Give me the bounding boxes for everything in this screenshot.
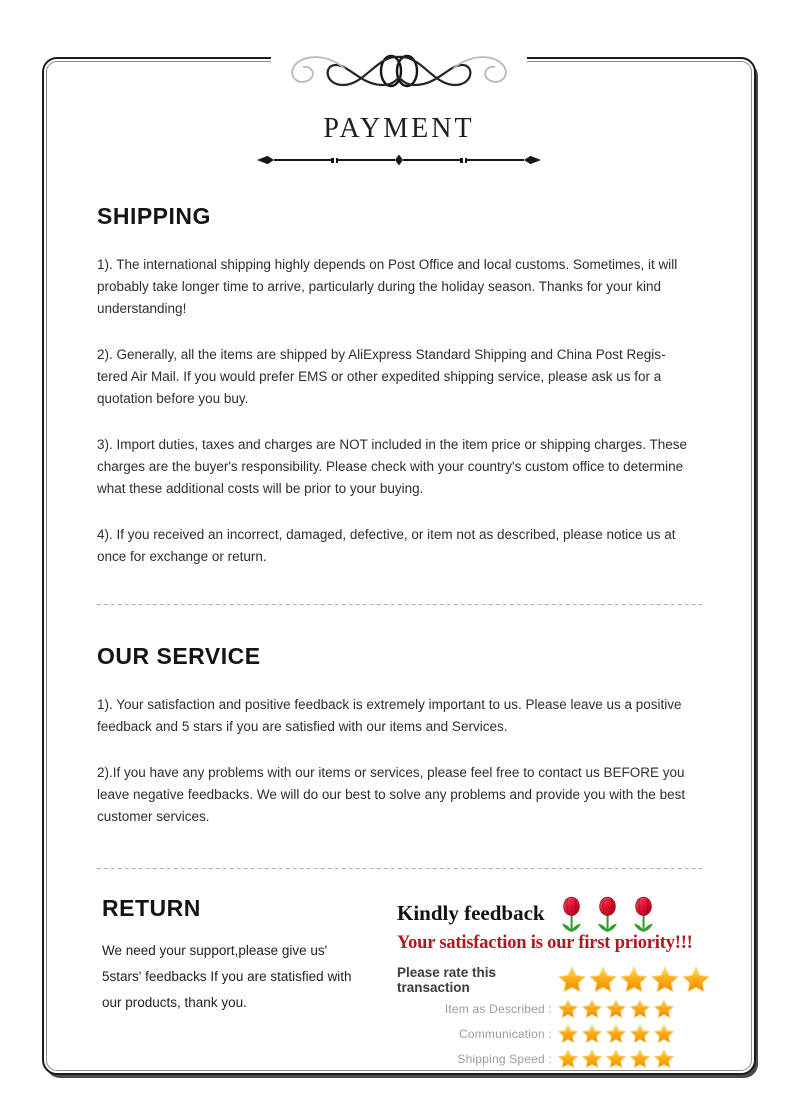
- divider-tick-pair: [331, 158, 338, 163]
- star-icon: [619, 965, 649, 995]
- star-icon: [605, 998, 627, 1020]
- star-icon: [650, 965, 680, 995]
- star-icon: [581, 1048, 603, 1070]
- rating-row-item-as-described: [397, 998, 701, 1020]
- rating-label: Communication :: [458, 1027, 552, 1041]
- rose-icon: [557, 895, 586, 937]
- shipping-heading: SHIPPING: [97, 203, 211, 229]
- star-icon: [605, 1023, 627, 1045]
- page-title: PAYMENT: [323, 113, 475, 144]
- star-icon: [557, 1048, 579, 1070]
- star-rating: [557, 998, 675, 1020]
- star-rating: [557, 1048, 675, 1070]
- section-divider: [97, 604, 703, 605]
- star-icon: [557, 965, 587, 995]
- star-icon: [605, 1048, 627, 1070]
- title-divider: [257, 154, 541, 166]
- divider-diamond-icon: [395, 155, 403, 166]
- rose-icons: [557, 895, 658, 925]
- divider-tick-pair: [460, 158, 467, 163]
- rating-label: Shipping Speed :: [457, 1052, 552, 1066]
- overall-rating-row: [397, 965, 701, 995]
- bottom-section: [97, 895, 701, 1070]
- overall-star-rating: [557, 965, 711, 995]
- star-icon: [581, 998, 603, 1020]
- star-icon: [681, 965, 711, 995]
- star-icon: [629, 1048, 651, 1070]
- star-icon: [653, 1023, 675, 1045]
- divider-left-kite-icon: [257, 156, 274, 165]
- return-body: We need your support,please give us' 5stars' feedbacks If you are statisfied with our products, thank you.: [102, 943, 352, 1010]
- service-heading: OUR SERVICE: [97, 643, 261, 669]
- divider-right-kite-icon: [524, 156, 541, 165]
- content-area: [44, 59, 754, 1073]
- return-section: [102, 895, 357, 1016]
- rating-label: Item as Described :: [444, 1002, 552, 1016]
- star-icon: [653, 998, 675, 1020]
- star-icon: [581, 1023, 603, 1045]
- star-icon: [557, 998, 579, 1020]
- feedback-title: Kindly feedback: [397, 901, 545, 925]
- rose-icon: [629, 895, 658, 937]
- star-icon: [588, 965, 618, 995]
- rate-prompt: Please rate this transaction: [397, 965, 497, 995]
- priority-line: Your satisfaction is our first priority!!!: [397, 933, 693, 953]
- star-icon: [557, 1023, 579, 1045]
- decorative-frame: [42, 57, 756, 1075]
- star-icon: [653, 1048, 675, 1070]
- star-rating: [557, 1023, 675, 1045]
- feedback-section: [397, 895, 701, 1070]
- star-icon: [629, 998, 651, 1020]
- service-paragraph-2: 2).If you have any problems with our items or services, please feel free to contact us BEFORE you leave negative feedbacks. We will do our best to solve any problems and provide you with the best customer services.: [97, 765, 686, 824]
- shipping-paragraph-1: 1). The international shipping highly depends on Post Office and local customs. Sometimes, it will probably take longer time to arrive, particularly during the holiday season. Thanks for your kind understanding!: [97, 257, 678, 316]
- rose-icon: [593, 895, 622, 937]
- section-divider: [97, 868, 703, 869]
- feedback-title-row: [397, 895, 701, 926]
- return-heading: RETURN: [102, 895, 201, 921]
- shipping-paragraph-4: 4). If you received an incorrect, damaged, defective, or item not as described, please notice us at once for exchange or return.: [97, 527, 676, 564]
- shipping-paragraph-2: 2). Generally, all the items are shipped by AliExpress Standard Shipping and China Post Registered Air Mail. If you would prefer EMS or other expedited shipping service, please ask us for a quotation before you buy.: [97, 347, 666, 406]
- service-paragraph-1: 1). Your satisfaction and positive feedback is extremely important to us. Please leave us a positive feedback and 5 stars if you are satisfied with our items and Services.: [97, 697, 682, 734]
- star-icon: [629, 1023, 651, 1045]
- shipping-paragraph-3: 3). Import duties, taxes and charges are NOT included in the item price or shipping charges. These charges are the buyer's responsibility. Please check with your country's custom office to determine what these additional costs will be prior to your buying.: [97, 437, 688, 496]
- rating-row-communication: [397, 1023, 701, 1045]
- rating-row-shipping-speed: [397, 1048, 701, 1070]
